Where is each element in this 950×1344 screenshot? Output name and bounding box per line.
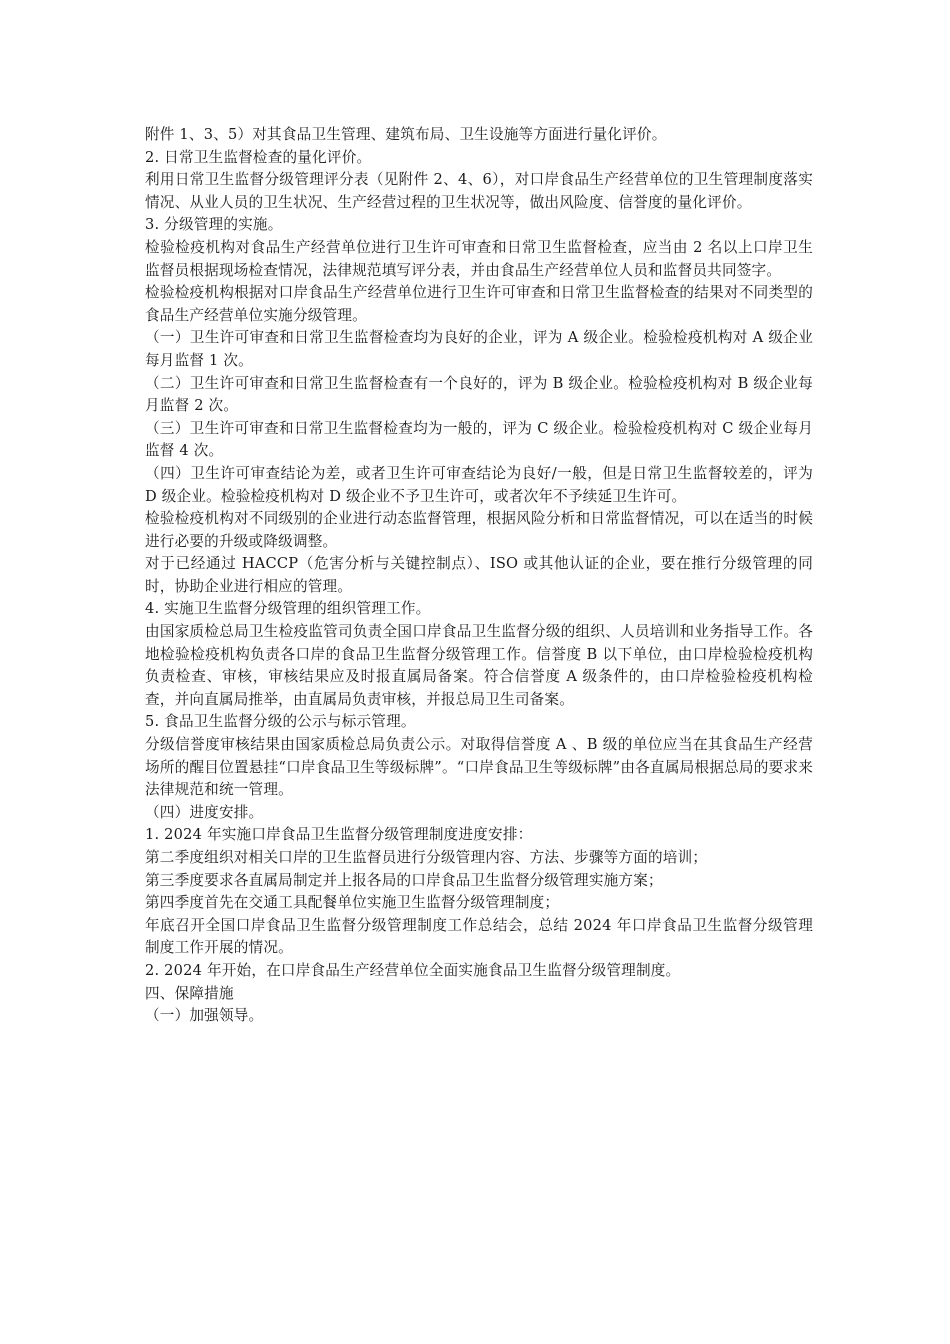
- paragraph-23: 2. 2024 年开始，在口岸食品生产经营单位全面实施食品卫生监督分级管理制度。: [145, 961, 681, 979]
- paragraph-12: 对于已经通过 HACCP（危害分析与关键控制点）、ISO 或其他认证的企业，要在推行分级管理的同时，协助企业进行相应的管理。: [145, 555, 813, 595]
- paragraph-2: 2. 日常卫生监督检查的量化评价。: [145, 148, 372, 166]
- paragraph-13: 4. 实施卫生监督分级管理的组织管理工作。: [145, 600, 431, 618]
- paragraph-15: 5. 食品卫生监督分级的公示与标示管理。: [145, 713, 416, 731]
- paragraph-5: 检验检疫机构对食品生产经营单位进行卫生许可审查和日常卫生监督检查，应当由 2 名以上口岸卫生监督员根据现场检查情况，法律规范填写评分表，并由食品生产经营单位人员和监督员共同签字。: [145, 238, 813, 279]
- paragraph-10: （四）卫生许可审查结论为差，或者卫生许可审查结论为良好/一般，但是日常卫生监督较差的，评为 D 级企业。检验检疫机构对 D 级企业不予卫生许可，或者次年不予续延卫生许可。: [145, 464, 813, 505]
- paragraph-25: （一）加强领导。: [145, 1007, 264, 1025]
- paragraph-18: 1. 2024 年实施口岸食品卫生监督分级管理制度进度安排：: [145, 826, 533, 844]
- paragraph-21: 第四季度首先在交通工具配餐单位实施卫生监督分级管理制度；: [145, 894, 560, 912]
- paragraph-14: 由国家质检总局卫生检疫监管司负责全国口岸食品卫生监督分级的组织、人员培训和业务指导工作。各地检验检疫机构负责各口岸的食品卫生监督分级管理工作。信誉度 B 以下单位，由口岸检验检疫机构负责检查、审核，审核结果应及时报直属局备案。符合信誉度 A 级条件的，由口岸检验检疫机构检查，并向直属局推举，由直属局负责审核，并报总局卫生司备案。: [145, 623, 813, 708]
- paragraph-7: （一）卫生许可审查和日常卫生监督检查均为良好的企业，评为 A 级企业。检验检疫机构对 A 级企业每月监督 1 次。: [145, 329, 813, 369]
- paragraph-8: （二）卫生许可审查和日常卫生监督检查有一个良好的，评为 B 级企业。检验检疫机构对 B 级企业每月监督 2 次。: [145, 374, 813, 415]
- paragraph-17: （四）进度安排。: [145, 803, 264, 821]
- paragraph-16: 分级信誉度审核结果由国家质检总局负责公示。对取得信誉度 A 、B 级的单位应当在其食品生产经营场所的醒目位置悬挂“口岸食品卫生等级标牌”。“口岸食品卫生等级标牌”由各直属局根据总局的要求来法律规范和统一管理。: [145, 736, 813, 799]
- paragraph-1: 附件 1、3、5）对其食品卫生管理、建筑布局、卫生设施等方面进行量化评价。: [145, 126, 667, 143]
- paragraph-19: 第二季度组织对相关口岸的卫生监督员进行分级管理内容、方法、步骤等方面的培训；: [145, 849, 708, 866]
- paragraph-4: 3. 分级管理的实施。: [145, 216, 283, 234]
- paragraph-22: 年底召开全国口岸食品卫生监督分级管理制度工作总结会，总结 2024 年口岸食品卫生监督分级管理制度工作开展的情况。: [145, 916, 813, 957]
- paragraph-6: 检验检疫机构根据对口岸食品生产经营单位进行卫生许可审查和日常卫生监督检查的结果对不同类型的食品生产经营单位实施分级管理。: [145, 284, 813, 324]
- document-body: [145, 124, 813, 1028]
- paragraph-20: 第三季度要求各直属局制定并上报各局的口岸食品卫生监督分级管理实施方案；: [145, 871, 663, 889]
- section-heading: 四、保障措施: [145, 984, 234, 1002]
- paragraph-11: 检验检疫机构对不同级别的企业进行动态监督管理，根据风险分析和日常监督情况，可以在适当的时候进行必要的升级或降级调整。: [145, 510, 813, 550]
- paragraph-9: （三）卫生许可审查和日常卫生监督检查均为一般的，评为 C 级企业。检验检疫机构对 C 级企业每月监督 4 次。: [145, 419, 813, 460]
- paragraph-3: 利用日常卫生监督分级管理评分表（见附件 2、4、6），对口岸食品生产经营单位的卫生管理制度落实情况、从业人员的卫生状况、生产经营过程的卫生状况等，做出风险度、信誉度的量化评价。: [145, 171, 813, 211]
